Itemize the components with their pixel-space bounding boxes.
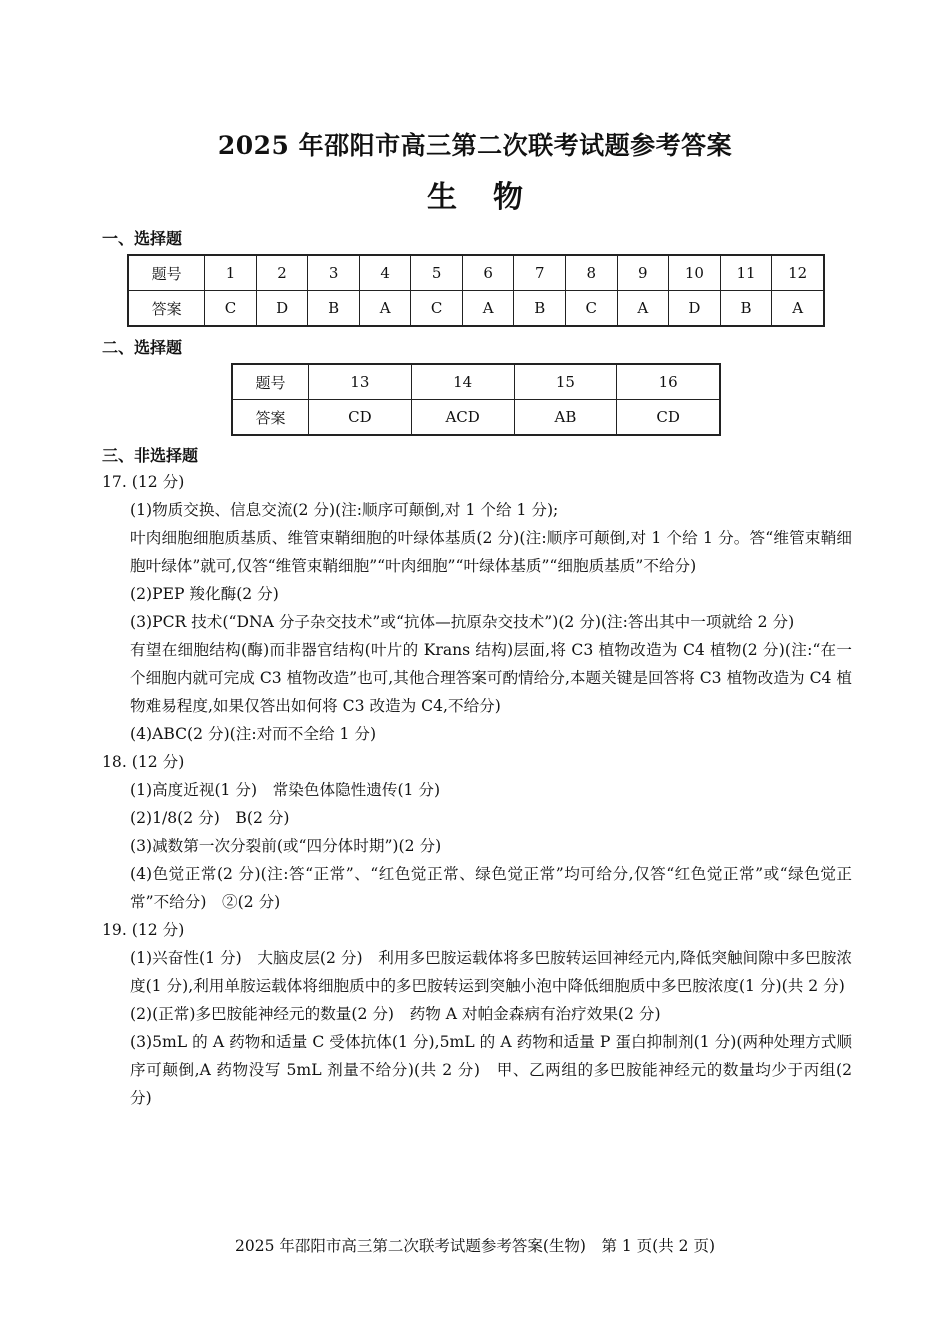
section-heading-2: 二、选择题 (102, 338, 183, 357)
table-row (128, 291, 824, 327)
table-cell: D (256, 291, 308, 327)
subject-title (0, 172, 950, 216)
table-cell: B (308, 291, 360, 327)
row-label: 答案 (128, 291, 205, 327)
section-heading-3: 三、非选择题 (102, 446, 199, 465)
page-footer: 2025 年邵阳市高三第二次联考试题参考答案(生物) 第 1 页(共 2 页) (235, 1237, 715, 1255)
answer-paragraph: (1)物质交换、信息交流(2 分)(注:顺序可颠倒,对 1 个给 1 分); (130, 501, 559, 519)
table-cell: C (566, 291, 618, 327)
question-heading: 18. (12 分) (102, 753, 185, 771)
table-cell: AB (514, 400, 617, 436)
row-label: 答案 (232, 400, 309, 436)
table-cell: 16 (617, 364, 720, 400)
answer-paragraph: 叶肉细胞细胞质基质、维管束鞘细胞的叶绿体基质(2 分)(注:顺序可颠倒,对 1 个给 1 分。答“维管束鞘细胞叶绿体”就可,仅答“维管束鞘细胞”“叶肉细胞”“叶绿体基质”“细胞质基质”不给分) (130, 529, 852, 575)
subject-char: 物 (493, 180, 523, 215)
table-cell: C (411, 291, 463, 327)
table-cell: 9 (617, 255, 669, 291)
table-cell: A (617, 291, 669, 327)
answer-paragraph: (4)色觉正常(2 分)(注:答“正常”、“红色觉正常、绿色觉正常”均可给分,仅答“红色觉正常”或“绿色觉正常”不给分) ②(2 分) (130, 865, 852, 911)
subject-char: 生 (427, 180, 457, 215)
answer-paragraph: (2)(正常)多巴胺能神经元的数量(2 分) 药物 A 对帕金森病有治疗效果(2 分) (130, 1005, 661, 1023)
answer-paragraph: (2)PEP 羧化酶(2 分) (130, 585, 279, 603)
answer-paragraph: (3)减数第一次分裂前(或“四分体时期”)(2 分) (130, 837, 442, 855)
table-cell: A (462, 291, 514, 327)
document-title: 2025 年邵阳市高三第二次联考试题参考答案 (217, 131, 733, 160)
answer-paragraph: (1)高度近视(1 分) 常染色体隐性遗传(1 分) (130, 781, 441, 799)
answer-table-1 (127, 254, 825, 327)
table-cell: 11 (720, 255, 772, 291)
answer-paragraph: (1)兴奋性(1 分) 大脑皮层(2 分) 利用多巴胺运载体将多巴胺转运回神经元内,降低突触间隙中多巴胺浓度(1 分),利用单胺运载体将细胞质中的多巴胺转运到突触小泡中降低细胞质中多巴胺浓度(1 分)(共 2 分) (130, 949, 852, 995)
answer-paragraph: (4)ABC(2 分)(注:对而不全给 1 分) (130, 725, 377, 743)
table-cell: A (359, 291, 411, 327)
row-label: 题号 (128, 255, 205, 291)
answer-table-2 (231, 363, 721, 436)
table-cell: 4 (359, 255, 411, 291)
table-cell: 14 (411, 364, 514, 400)
section-heading-1: 一、选择题 (102, 229, 183, 248)
table-cell: 15 (514, 364, 617, 400)
row-label: 题号 (232, 364, 309, 400)
table-cell: 2 (256, 255, 308, 291)
table-cell: 10 (669, 255, 721, 291)
table-cell: 3 (308, 255, 360, 291)
table-cell: 7 (514, 255, 566, 291)
table-cell: B (514, 291, 566, 327)
answer-paragraph: (3)PCR 技术(“DNA 分子杂交技术”或“抗体—抗原杂交技术”)(2 分)(注:答出其中一项就给 2 分) (130, 613, 795, 631)
answer-body (102, 468, 852, 1112)
table-cell: 5 (411, 255, 463, 291)
table-cell: B (720, 291, 772, 327)
table-row (128, 255, 824, 291)
question-heading: 19. (12 分) (102, 921, 185, 939)
table-cell: 12 (772, 255, 824, 291)
table-cell: A (772, 291, 824, 327)
table-row (232, 400, 720, 436)
table-cell: 13 (309, 364, 412, 400)
table-cell: CD (617, 400, 720, 436)
table-cell: 6 (462, 255, 514, 291)
answer-paragraph: (2)1/8(2 分) B(2 分) (130, 809, 290, 827)
table-cell: 1 (205, 255, 257, 291)
table-cell: C (205, 291, 257, 327)
table-cell: 8 (566, 255, 618, 291)
table-cell: ACD (411, 400, 514, 436)
table-row (232, 364, 720, 400)
table-cell: CD (309, 400, 412, 436)
answer-paragraph: 有望在细胞结构(酶)而非器官结构(叶片的 Krans 结构)层面,将 C3 植物改造为 C4 植物(2 分)(注:“在一个细胞内就可完成 C3 植物改造”也可,其他合理答案可酌情给分,本题关键是回答将 C3 植物改造为 C4 植物难易程度,如果仅答出如何将 C3 改造为 C4,不给分) (130, 641, 852, 715)
question-heading: 17. (12 分) (102, 473, 185, 491)
answer-paragraph: (3)5mL 的 A 药物和适量 C 受体抗体(1 分),5mL 的 A 药物和适量 P 蛋白抑制剂(1 分)(两种处理方式顺序可颠倒,A 药物没写 5mL 剂量不给分)(共 2 分) 甲、乙两组的多巴胺能神经元的数量均少于丙组(2 分) (130, 1033, 852, 1107)
table-cell: D (669, 291, 721, 327)
